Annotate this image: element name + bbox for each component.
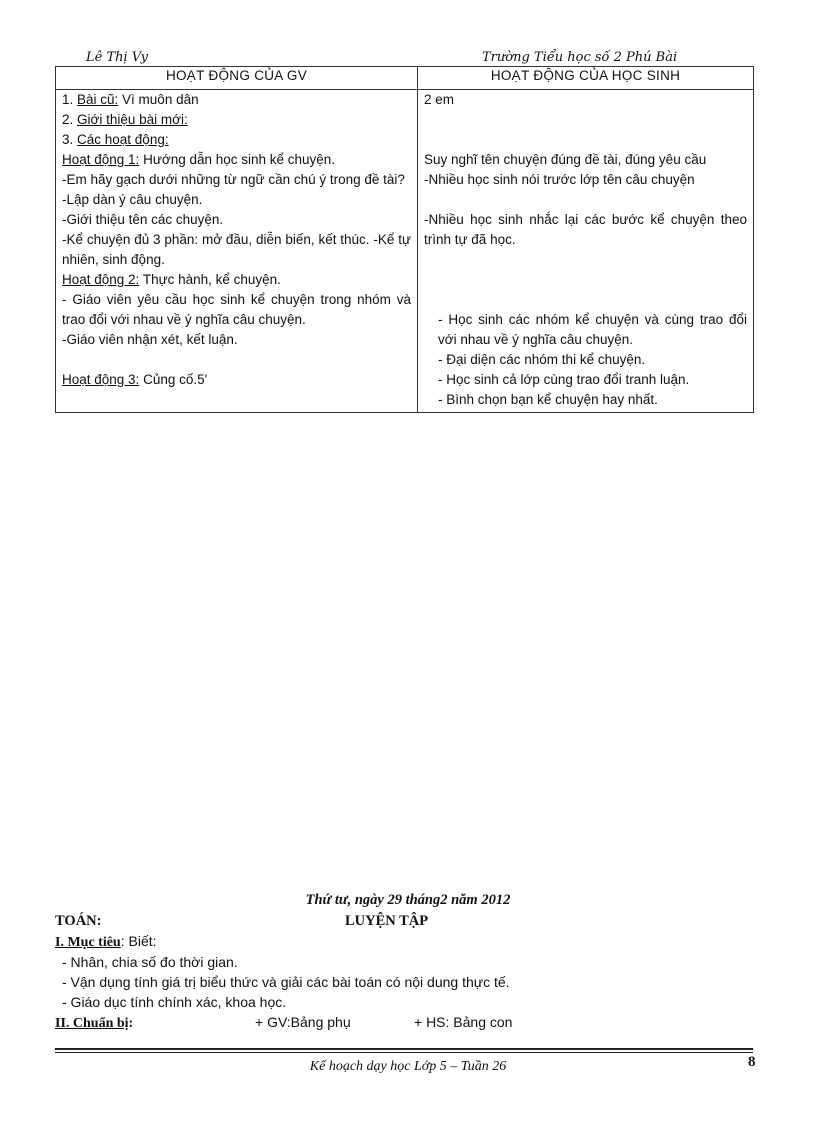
hs-spacer-2 [424,130,747,150]
goal-heading [55,933,157,951]
prep-teacher: + GV:Bảng phụ [255,1014,351,1030]
hs-spacer-6 [424,290,747,310]
hs-spacer-3 [424,190,747,210]
gv-activity-1-line-1: -Em hãy gạch dưới những từ ngữ cần chú ý trong đề tài? [62,172,405,187]
gv-line-1: 1. Bài cũ: Vì muôn dân [62,92,199,107]
gv-activity-1-line-4: -Kể chuyện đủ 3 phần: mở đầu, diễn biến, kết thúc. -Kể tự nhiên, sinh động. [62,232,411,267]
gv-spacer [62,350,411,370]
goal-label: I. Mục tiêu [55,935,121,950]
footer-text: Kế hoạch dạy học Lớp 5 – Tuần 26 [309,1059,507,1074]
table-row [56,90,754,413]
lesson-title: LUYỆN TẬP [345,913,429,929]
hs-line-3: -Nhiều học sinh nói trước lớp tên câu chuyện [424,172,695,187]
gv-activity-3-text: Củng cố.5' [139,372,208,387]
table-header-row [56,67,754,90]
footer-rule-thick [55,1048,753,1050]
col-student-header: HOẠT ĐỘNG CỦA HỌC SINH [418,67,754,90]
goal-item-1: - Nhân, chia số đo thời gian. [62,954,238,970]
page-number: 8 [748,1054,756,1070]
gv-activity-1-line-2: -Lập dàn ý câu chuyện. [62,192,203,207]
gv-activity-2-text: Thực hành, kể chuyện. [139,272,281,287]
hs-line-4: -Nhiều học sinh nhắc lại các bước kể chuyện theo trình tự đã học. [424,212,747,247]
goal-text: : Biết: [120,933,157,949]
student-activities-cell [418,90,754,413]
footer-rule-thin [55,1052,753,1053]
gv-activity-1 [62,150,411,170]
goal-item-3: - Giáo dục tính chính xác, khoa học. [62,994,287,1010]
prep-heading [55,1014,133,1032]
gv-activity-3-label: Hoạt động 3: [62,372,140,387]
gv-activity-2 [62,270,411,290]
gv-activity-2-line-1: - Giáo viên yêu cầu học sinh kể chuyện trong nhóm và trao đổi với nhau về ý nghĩa câu chuyện. [62,292,411,327]
gv-activity-3 [62,370,411,390]
prep-colon: : [128,1016,134,1031]
hs-line-1: 2 em [424,92,455,107]
gv-intro-label: Giới thiệu bài mới: [77,112,188,127]
lesson-subject: TOÁN: [55,913,102,929]
gv-activity-2-label: Hoạt động 2: [62,272,140,287]
activity-table [55,66,754,413]
prep-student: + HS: Bảng con [414,1014,513,1030]
gv-line-2: 2. Giới thiệu bài mới: [62,112,188,127]
hs-spacer-4 [424,250,747,270]
gv-old-lesson-text: Vì muôn dân [118,92,199,107]
goal-item-2: - Vận dụng tính giá trị biểu thức và giải các bài toán có nội dung thực tế. [62,974,510,990]
hs-spacer-1 [424,110,747,130]
hs-line-2: Suy nghĩ tên chuyện đúng đề tài, đúng yêu cầu [424,152,707,167]
hs-line-6: - Đại diện các nhóm thi kể chuyện. [438,352,646,367]
hs-spacer-5 [424,270,747,290]
gv-activity-2-line-2: -Giáo viên nhận xét, kết luận. [62,332,238,347]
header-teacher: Lê Thị Vy [86,50,148,65]
hs-line-7: - Học sinh cả lớp cùng trao đổi tranh luận. [438,372,690,387]
gv-old-lesson-label: Bài cũ: [77,92,119,107]
gv-activity-1-label: Hoạt động 1: [62,152,140,167]
prep-label: II. Chuẩn bị [55,1016,129,1031]
gv-activities-label: Các hoạt động: [77,132,169,147]
gv-activity-1-text: Hướng dẫn học sinh kể chuyện. [139,152,336,167]
header-school: Trường Tiểu học số 2 Phú Bài [482,50,678,65]
lesson-date: Thứ tư, ngày 29 tháng2 năm 2012 [305,892,511,908]
hs-line-8: - Bình chọn bạn kể chuyện hay nhất. [438,392,658,407]
hs-line-5: - Học sinh các nhóm kể chuyện và cùng trao đổi với nhau về ý nghĩa câu chuyện. [438,312,747,347]
teacher-activities-cell [56,90,418,413]
gv-activity-1-line-3: -Giới thiệu tên các chuyện. [62,212,224,227]
col-teacher-header: HOẠT ĐỘNG CỦA GV [56,67,418,90]
gv-line-3: 3. Các hoạt động: [62,132,169,147]
